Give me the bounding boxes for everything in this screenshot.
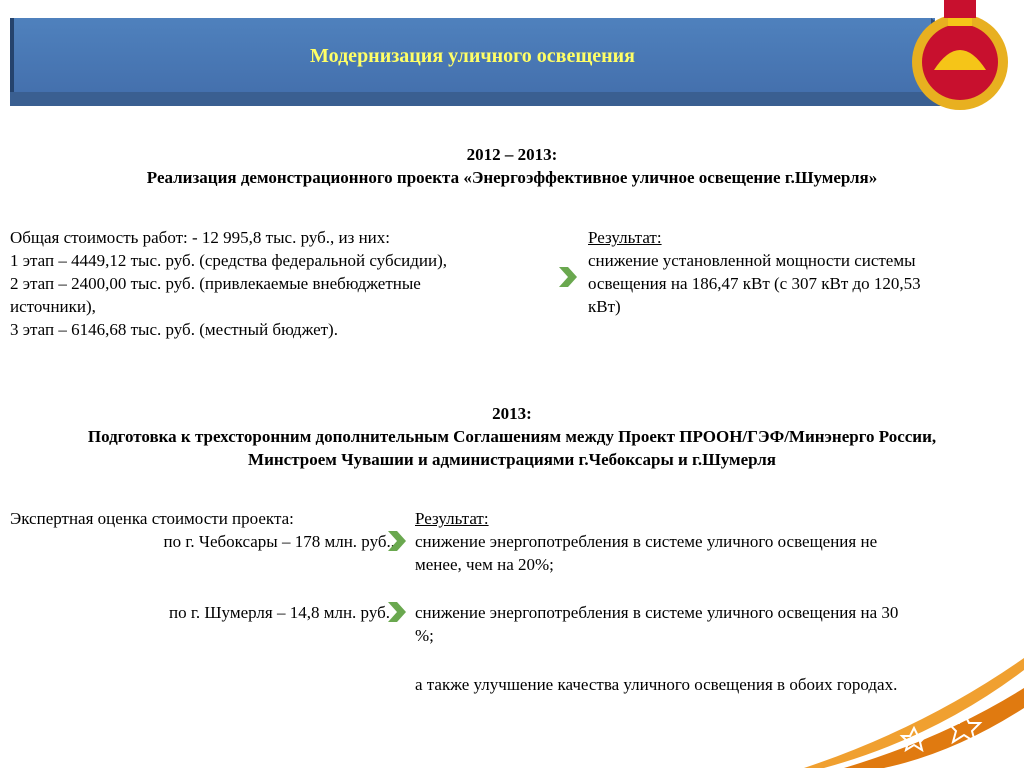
chevron-right-icon	[557, 265, 579, 289]
result2-line: менее, чем на 20%;	[415, 555, 554, 574]
section2-heading-line: Подготовка к трехсторонним дополнительным Соглашениям между Проект ПРООН/ГЭФ/Минэнерго России,	[87, 427, 937, 446]
estimate-shumerlya: по г. Шумерля – 14,8 млн. руб.	[169, 603, 390, 622]
result4-line: а также улучшение качества уличного освещения в обоих городах.	[415, 675, 898, 694]
chevron-right-icon	[386, 600, 408, 624]
result3-line: снижение энергопотребления в системе уличного освещения на 30	[415, 603, 899, 622]
header-bar	[10, 18, 945, 106]
cost-stage3: 3 этап – 6146,68 тыс. руб. (местный бюджет).	[10, 320, 338, 339]
result2-label: Результат:	[415, 509, 489, 528]
cost-stage2: 2 этап – 2400,00 тыс. руб. (привлекаемые внебюджетные	[10, 274, 421, 293]
section1-heading-project: Реализация демонстрационного проекта «Энергоэффективное уличное освещение г.Шумерля»	[146, 168, 878, 187]
section2-heading-line: Минстроем Чувашии и администрациями г.Чебоксары и г.Шумерля	[248, 450, 776, 469]
result2-line: снижение энергопотребления в системе уличного освещения не	[415, 532, 878, 551]
page-title: Модернизация уличного освещения	[310, 44, 635, 67]
result1-line: снижение установленной мощности системы	[588, 251, 916, 270]
section1-heading-year: 2012 – 2013:	[466, 145, 558, 164]
chevron-right-icon	[386, 529, 408, 553]
header-bottom-face	[10, 92, 945, 106]
section2-heading-year: 2013:	[492, 404, 532, 423]
result1-line: освещения на 186,47 кВт (с 307 кВт до 120,53	[588, 274, 921, 293]
result1-line: кВт)	[588, 297, 621, 316]
result1-label: Результат:	[588, 228, 662, 247]
decorative-swoosh	[804, 658, 1024, 768]
cost-stage1: 1 этап – 4449,12 тыс. руб. (средства федеральной субсидии),	[10, 251, 448, 270]
estimate-cheboksary: по г. Чебоксары – 178 млн. руб.,	[163, 532, 395, 551]
cost-stage2-cont: источники),	[10, 297, 96, 316]
estimate-label: Экспертная оценка стоимости проекта:	[10, 509, 294, 528]
cost-total: Общая стоимость работ: - 12 995,8 тыс. руб., из них:	[10, 228, 391, 247]
coat-of-arms-icon	[904, 0, 1016, 112]
result3-line: %;	[415, 626, 434, 645]
